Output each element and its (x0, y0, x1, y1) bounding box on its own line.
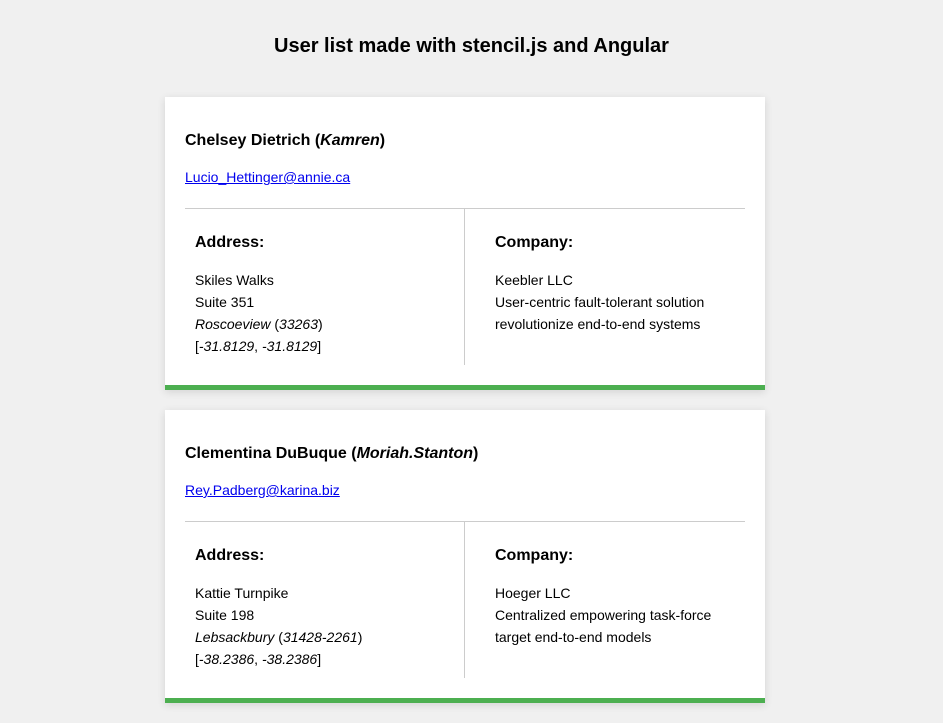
address-city: Roscoeview (195, 316, 271, 332)
company-name: Hoeger LLC (495, 585, 571, 601)
address-street: Kattie Turnpike (195, 585, 289, 601)
address-geo: [-38.2386, -38.2386] (195, 651, 322, 667)
page-title: User list made with stencil.js and Angular (274, 35, 669, 57)
user-list (165, 97, 765, 723)
address-zipcode: 33263 (279, 316, 318, 332)
user-card (165, 410, 765, 703)
user-email-link[interactable]: Rey.Padberg@karina.biz (185, 482, 340, 498)
user-details (185, 521, 745, 678)
company-catch-phrase: Centralized empowering task-force (495, 607, 712, 623)
address-city-zip: Roscoeview (33263) (195, 316, 323, 332)
user-username: Moriah.Stanton (356, 445, 474, 462)
address-geo: [-31.8129, -31.8129] (195, 338, 322, 354)
user-details (185, 208, 745, 365)
address-suite: Suite 351 (195, 294, 255, 310)
user-card (165, 97, 765, 390)
user-name: Clementina DuBuque (Moriah.Stanton) (185, 445, 479, 462)
user-full-name: Chelsey Dietrich (185, 132, 311, 149)
company-section (465, 522, 745, 678)
user-full-name: Clementina DuBuque (185, 445, 347, 462)
company-name: Keebler LLC (495, 272, 573, 288)
company-catch-phrase: User-centric fault-tolerant solution (495, 294, 705, 310)
company-heading: Company: (495, 234, 574, 251)
address-street: Skiles Walks (195, 272, 274, 288)
geo-lat: -38.2386 (198, 651, 255, 667)
geo-lat: -31.8129 (198, 338, 255, 354)
address-city-zip: Lebsackbury (31428-2261) (195, 629, 363, 645)
address-suite: Suite 198 (195, 607, 255, 623)
company-section (465, 209, 745, 365)
user-email-link[interactable]: Lucio_Hettinger@annie.ca (185, 169, 351, 185)
address-heading: Address: (195, 547, 265, 564)
address-heading: Address: (195, 234, 265, 251)
geo-lng: -38.2386 (261, 651, 318, 667)
user-name: Chelsey Dietrich (Kamren) (185, 132, 386, 149)
address-section (185, 209, 465, 365)
company-heading: Company: (495, 547, 574, 564)
geo-lng: -31.8129 (261, 338, 318, 354)
address-city: Lebsackbury (195, 629, 275, 645)
company-bs: target end-to-end models (495, 629, 652, 645)
user-username: Kamren (320, 132, 380, 149)
address-zipcode: 31428-2261 (282, 629, 358, 645)
address-section (185, 522, 465, 678)
company-bs: revolutionize end-to-end systems (495, 316, 701, 332)
